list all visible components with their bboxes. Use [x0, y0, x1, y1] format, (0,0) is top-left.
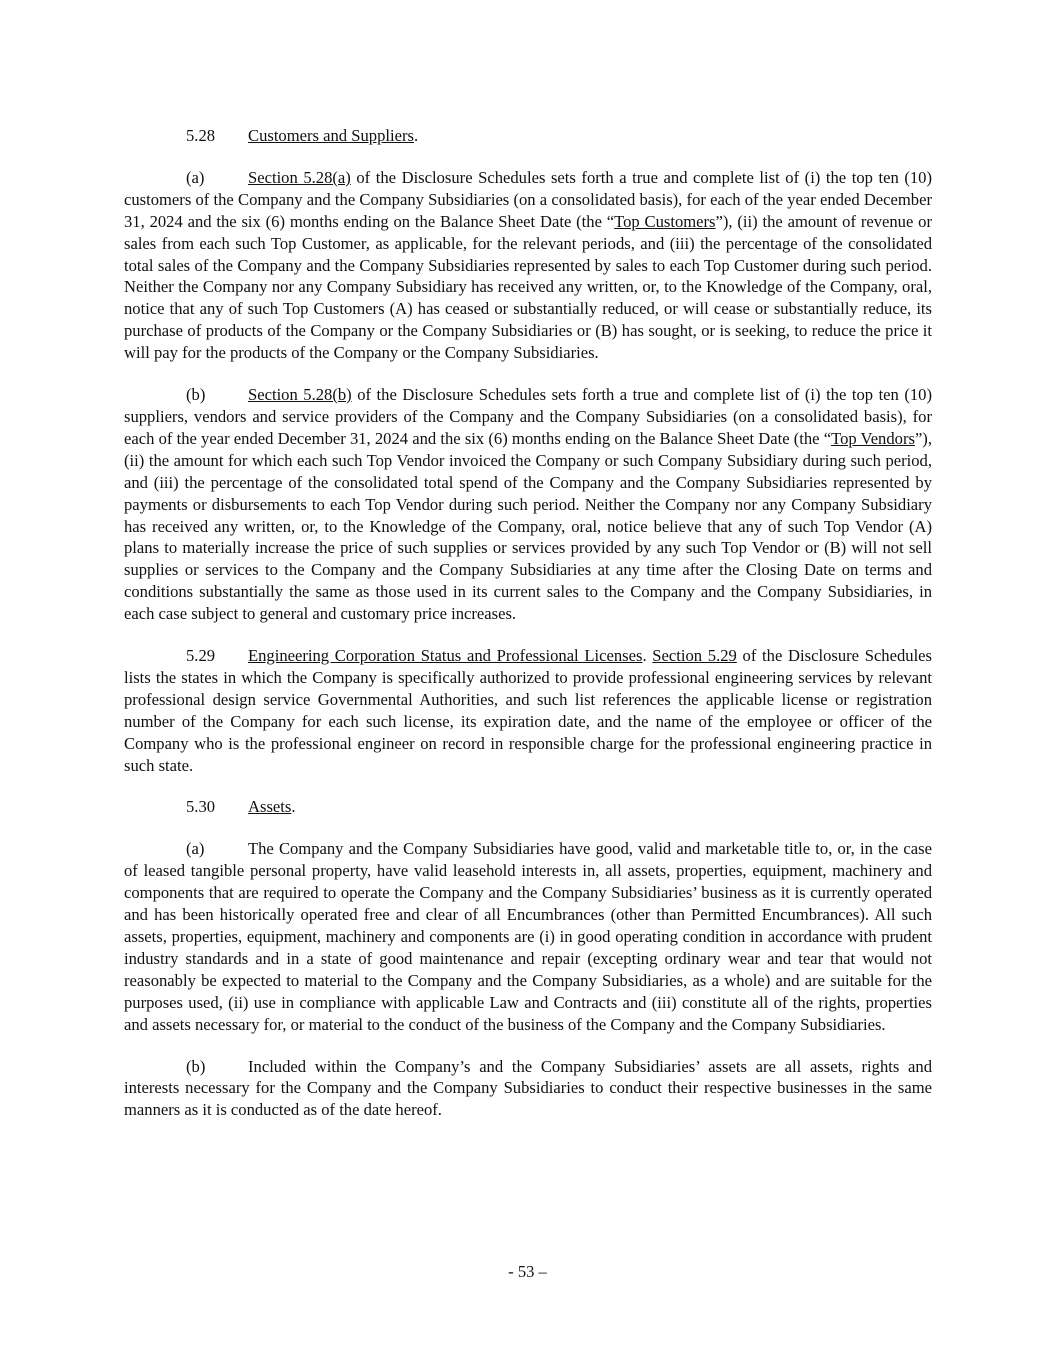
- paragraph-text: Included within the Company’s and the Company Subsidiaries’ assets are all assets, rights and interests necessary for the Company and the Company Subsidiaries to conduct their respective businesses in the same manners as it is conducted as of the date hereof.: [124, 1056, 932, 1120]
- paragraph-text: The Company and the Company Subsidiaries have good, valid and marketable title to, or, in the case of leased tangible personal property, have valid leasehold interests in, all assets, properties, equipment, machinery and components that are required to operate the Company and the Company Subsidiaries’ business as it is currently operated and has been historically operated free and clear of all Encumbrances (other than Permitted Encumbrances). All such assets, properties, equipment, machinery and components are (i) in good operating condition in accordance with prudent industry standards and in a state of good maintenance and repair (excepting ordinary wear and tear that would not reasonably be expected to material to the Company and the Company Subsidiaries, as a whole) and are suitable for the purposes used, (ii) use in compliance with applicable Law and Contracts and (iii) constitute all of the rights, properties and assets necessary for, or material to the conduct of the business of the Company and the Company Subsidiaries.: [124, 839, 932, 1034]
- paragraph-text: of the Disclosure Schedules sets forth a true and complete list of (i) the top ten (10) customers of the Company and the Company Subsidiaries (on a consolidated basis), for each of the year ended December 31, 2024 and the six (6) months ending on the Balance Sheet Date (the “: [124, 167, 932, 231]
- section-number: 5.30: [186, 797, 216, 817]
- section-number: 5.28: [186, 126, 216, 145]
- section-reference: Section 5.28(a): [248, 167, 351, 187]
- page-content: [124, 125, 932, 1121]
- paragraph-5-30-a: [124, 838, 932, 1035]
- section-heading-5-28: 5.28 Customers and Suppliers.: [186, 126, 419, 145]
- paragraph-text: of the Disclosure Schedules sets forth a true and complete list of (i) the top ten (10) suppliers, vendors and service providers of the Company and the Company Subsidiaries (on a consolidated basis), for each of the year ended December 31, 2024 and the six (6) months ending on the Balance Sheet Date (the “: [124, 385, 933, 448]
- section-title: Customers and Suppliers: [248, 126, 414, 145]
- page-number: - 53 –: [508, 1262, 547, 1281]
- defined-term: Top Customers: [614, 211, 716, 231]
- section-number: 5.29: [186, 646, 216, 666]
- clause-label: (a): [186, 167, 205, 187]
- section-heading-5-30: 5.30 Assets.: [186, 797, 296, 817]
- clause-label: (a): [186, 839, 205, 859]
- section-reference: Section 5.29: [652, 646, 737, 666]
- paragraph-5-29: 5.29 Engineering Corporation Status and Professional Licenses. Section 5.29 of the Disclosure Schedules lists the states in which the Company is specifically authorized to provide professional engineering services by relevant professional design service Governmental Authorities, and such list references the applicable license or registration number of the Company for each such license, its expiration date, and the name of the employee or officer of the Company who is the professional engineer on record in responsible charge for the professional engineering practice in such state.: [124, 646, 932, 775]
- paragraph-5-28-a: [124, 167, 932, 364]
- paragraph-5-28-b: [124, 384, 932, 625]
- defined-term: Top Vendors: [831, 428, 915, 448]
- section-title: Engineering Corporation Status and Professional Licenses: [248, 646, 643, 666]
- section-title: Assets: [248, 797, 292, 817]
- clause-label: (b): [186, 385, 206, 405]
- paragraph-text: ”), (ii) the amount for which each such Top Vendor invoiced the Company or such Company Subsidiary during such period, and (iii) the percentage of the consolidated total spend of the Company and the Company Subsidiaries represented by payments or disbursements to each Top Vendor during such period. Neither the Company nor any Company Subsidiary has received any written, or, to the Knowledge of the Company, oral, notice believe that any of such Top Vendor (A) plans to materially increase the price of such supplies or services provided by any such Top Vendor or (B) will not sell supplies or services to the Company and the Company Subsidiaries at any time after the Closing Date on terms and conditions substantially the same as those used in its current sales to the Company and the Company Subsidiaries, in each case subject to general and customary price increases.: [124, 428, 932, 624]
- paragraph-5-30-b: [124, 1056, 932, 1122]
- section-reference: Section 5.28(b): [248, 385, 352, 405]
- paragraph-text: of the Disclosure Schedules lists the states in which the Company is specifically authorized to provide professional engineering services by relevant professional design service Governmental Authorities, and such list references the applicable license or registration number of the Company for each such license, its expiration date, and the name of the employee or officer of the Company who is the professional engineer on record in responsible charge for the professional engineering practice in such state.: [124, 646, 932, 775]
- paragraph-text: ”), (ii) the amount of revenue or sales from each such Top Customer, as applicable, for the relevant periods, and (iii) the percentage of the consolidated total sales of the Company and the Company Subsidiaries represented by sales to each Top Customer during such period. Neither the Company nor any Company Subsidiary has received any written, or, to the Knowledge of the Company, oral, notice that any of such Top Customers (A) has ceased or substantially reduced, or will cease or substantially reduce, its purchase of products of the Company or the Company Subsidiaries or (B) has sought, or is seeking, to reduce the price it will pay for the products of the Company or the Company Subsidiaries.: [124, 211, 932, 363]
- clause-label: (b): [186, 1056, 206, 1076]
